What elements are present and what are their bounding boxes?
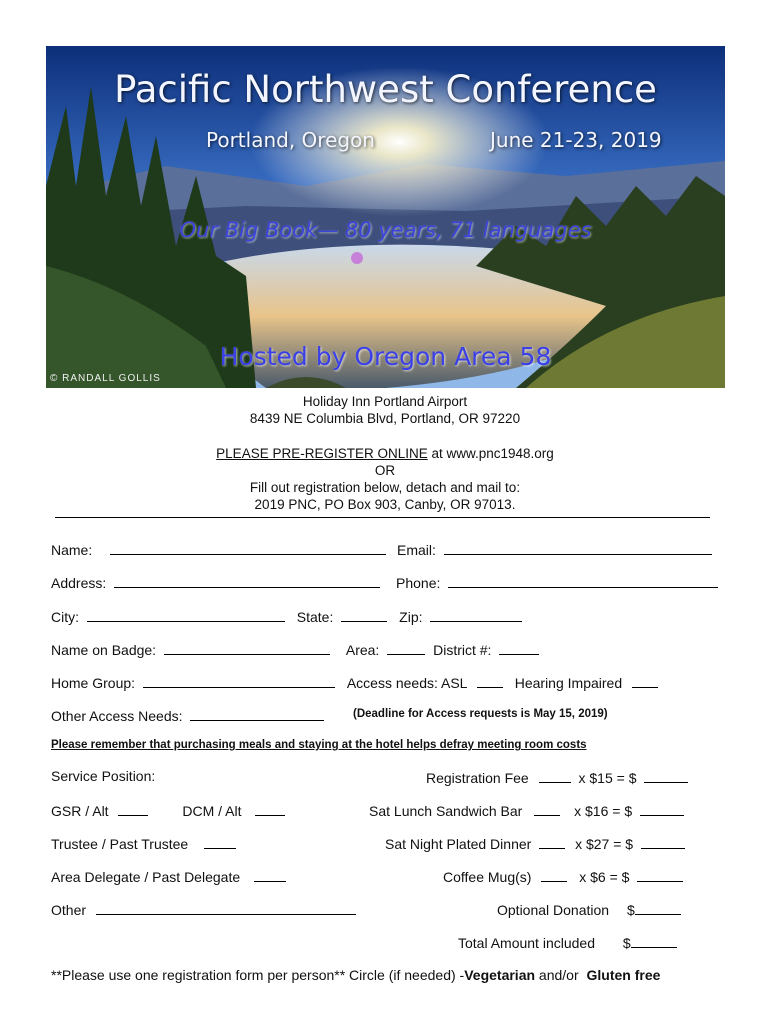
home-group-field[interactable] (143, 673, 335, 688)
footer-line (51, 967, 660, 983)
register-url: at www.pnc1948.org (427, 446, 554, 461)
register-or: OR (374, 463, 396, 478)
donation-row (497, 900, 681, 918)
venue-address: 8439 NE Columbia Blvd, Portland, OR 97220 (249, 411, 521, 426)
total-amount-field[interactable] (631, 933, 677, 948)
trustee-field[interactable] (204, 834, 236, 849)
gsr-row (51, 801, 285, 819)
service-position-label: Service Position: (51, 768, 156, 784)
donation-label: Optional Donation (497, 902, 610, 918)
fee-label: Sat Lunch Sandwich Bar (369, 803, 523, 819)
hearing-impaired-field[interactable] (632, 673, 658, 688)
area-label: Area: (345, 642, 380, 658)
home-group-row (51, 673, 658, 691)
dollar-sign: $ (626, 902, 635, 918)
fee-label: Sat Night Plated Dinner (385, 836, 532, 852)
dollar-sign: $ (622, 935, 631, 951)
email-field[interactable] (444, 540, 712, 555)
gsr-field[interactable] (118, 801, 148, 816)
mail-line-1: Fill out registration below, detach and mail to: (249, 480, 521, 495)
fee-row-lunch (369, 801, 684, 819)
address-row (51, 573, 380, 591)
detach-line (55, 517, 710, 518)
zip-field[interactable] (430, 607, 522, 622)
mail-line-2: 2019 PNC, PO Box 903, Canby, OR 97013. (254, 497, 516, 512)
fee-row-mug (443, 867, 683, 885)
banner-title: Pacific Northwest Conference (114, 68, 657, 111)
register-prompt-bold: PLEASE PRE-REGISTER ONLINE (216, 446, 428, 461)
total-row (458, 933, 677, 951)
phone-row (396, 573, 718, 591)
banner-location: Portland, Oregon (206, 128, 375, 152)
home-group-label: Home Group: (51, 675, 136, 691)
other-access-label: Other Access Needs: (51, 708, 183, 724)
gluten-free-option[interactable]: Gluten free (586, 967, 661, 983)
banner-host: Hosted by Oregon Area 58 (219, 342, 552, 371)
other-row (51, 900, 356, 918)
venue-name: Holiday Inn Portland Airport (302, 394, 468, 409)
trustee-row (51, 834, 236, 852)
badge-field[interactable] (164, 640, 330, 655)
trustee-label: Trustee / Past Trustee (51, 836, 189, 852)
gsr-label: GSR / Alt (51, 803, 109, 819)
delegate-field[interactable] (254, 867, 286, 882)
city-row (51, 607, 522, 625)
footer-text: **Please use one registration form per person** Circle (if needed) - (51, 967, 465, 983)
badge-label: Name on Badge: (51, 642, 157, 658)
name-label: Name: (51, 542, 93, 558)
dinner-amount-field[interactable] (641, 834, 685, 849)
register-block (0, 445, 770, 513)
fee-label: Registration Fee (426, 770, 529, 786)
access-deadline: (Deadline for Access requests is May 15, 2019) (353, 708, 608, 720)
conference-banner (46, 46, 725, 388)
name-field[interactable] (110, 540, 386, 555)
city-label: City: (51, 609, 79, 625)
delegate-label: Area Delegate / Past Delegate (51, 869, 241, 885)
banner-copyright: © RANDALL GOLLIS (50, 373, 161, 384)
phone-label: Phone: (396, 575, 441, 591)
registration-amount-field[interactable] (644, 768, 688, 783)
email-label: Email: (397, 542, 436, 558)
district-label: District #: (433, 642, 492, 658)
fee-price: x $6 = $ (579, 869, 630, 885)
hotel-note: Please remember that purchasing meals and staying at the hotel helps defray meeting room costs (51, 739, 587, 751)
other-field[interactable] (96, 900, 356, 915)
banner-subtitle: Our Big Book— 80 years, 71 languages (179, 218, 592, 242)
mug-qty-field[interactable] (541, 867, 567, 882)
city-field[interactable] (87, 607, 285, 622)
address-field[interactable] (114, 573, 380, 588)
lunch-qty-field[interactable] (534, 801, 560, 816)
venue-block (0, 393, 770, 427)
name-row (51, 540, 386, 558)
dcm-label: DCM / Alt (182, 803, 242, 819)
lunch-amount-field[interactable] (640, 801, 684, 816)
fee-price: x $27 = $ (575, 836, 634, 852)
fee-row-registration (426, 768, 688, 786)
asl-field[interactable] (477, 673, 503, 688)
footer-and: and/or (535, 967, 583, 983)
dcm-field[interactable] (255, 801, 285, 816)
delegate-row (51, 867, 286, 885)
zip-label: Zip: (399, 609, 423, 625)
address-label: Address: (51, 575, 107, 591)
badge-row (51, 640, 539, 658)
dinner-qty-field[interactable] (539, 834, 565, 849)
vegetarian-option[interactable]: Vegetarian (464, 967, 536, 983)
fee-price: x $15 = $ (578, 770, 637, 786)
banner-dates: June 21-23, 2019 (490, 128, 662, 152)
state-field[interactable] (341, 607, 387, 622)
area-field[interactable] (387, 640, 425, 655)
district-field[interactable] (499, 640, 539, 655)
fee-price: x $16 = $ (574, 803, 633, 819)
email-row (397, 540, 712, 558)
access-needs-label: Access needs: ASL (346, 675, 467, 691)
fee-label: Coffee Mug(s) (443, 869, 532, 885)
other-access-field[interactable] (190, 706, 324, 721)
phone-field[interactable] (448, 573, 718, 588)
total-label: Total Amount included (458, 935, 595, 951)
fee-row-dinner (385, 834, 685, 852)
hearing-impaired-label: Hearing Impaired (514, 675, 623, 691)
other-access-row (51, 706, 324, 724)
state-label: State: (296, 609, 334, 625)
other-label: Other (51, 902, 87, 918)
donation-amount-field[interactable] (635, 900, 681, 915)
register-prompt (0, 445, 770, 462)
mug-amount-field[interactable] (637, 867, 683, 882)
registration-qty-field[interactable] (539, 768, 571, 783)
